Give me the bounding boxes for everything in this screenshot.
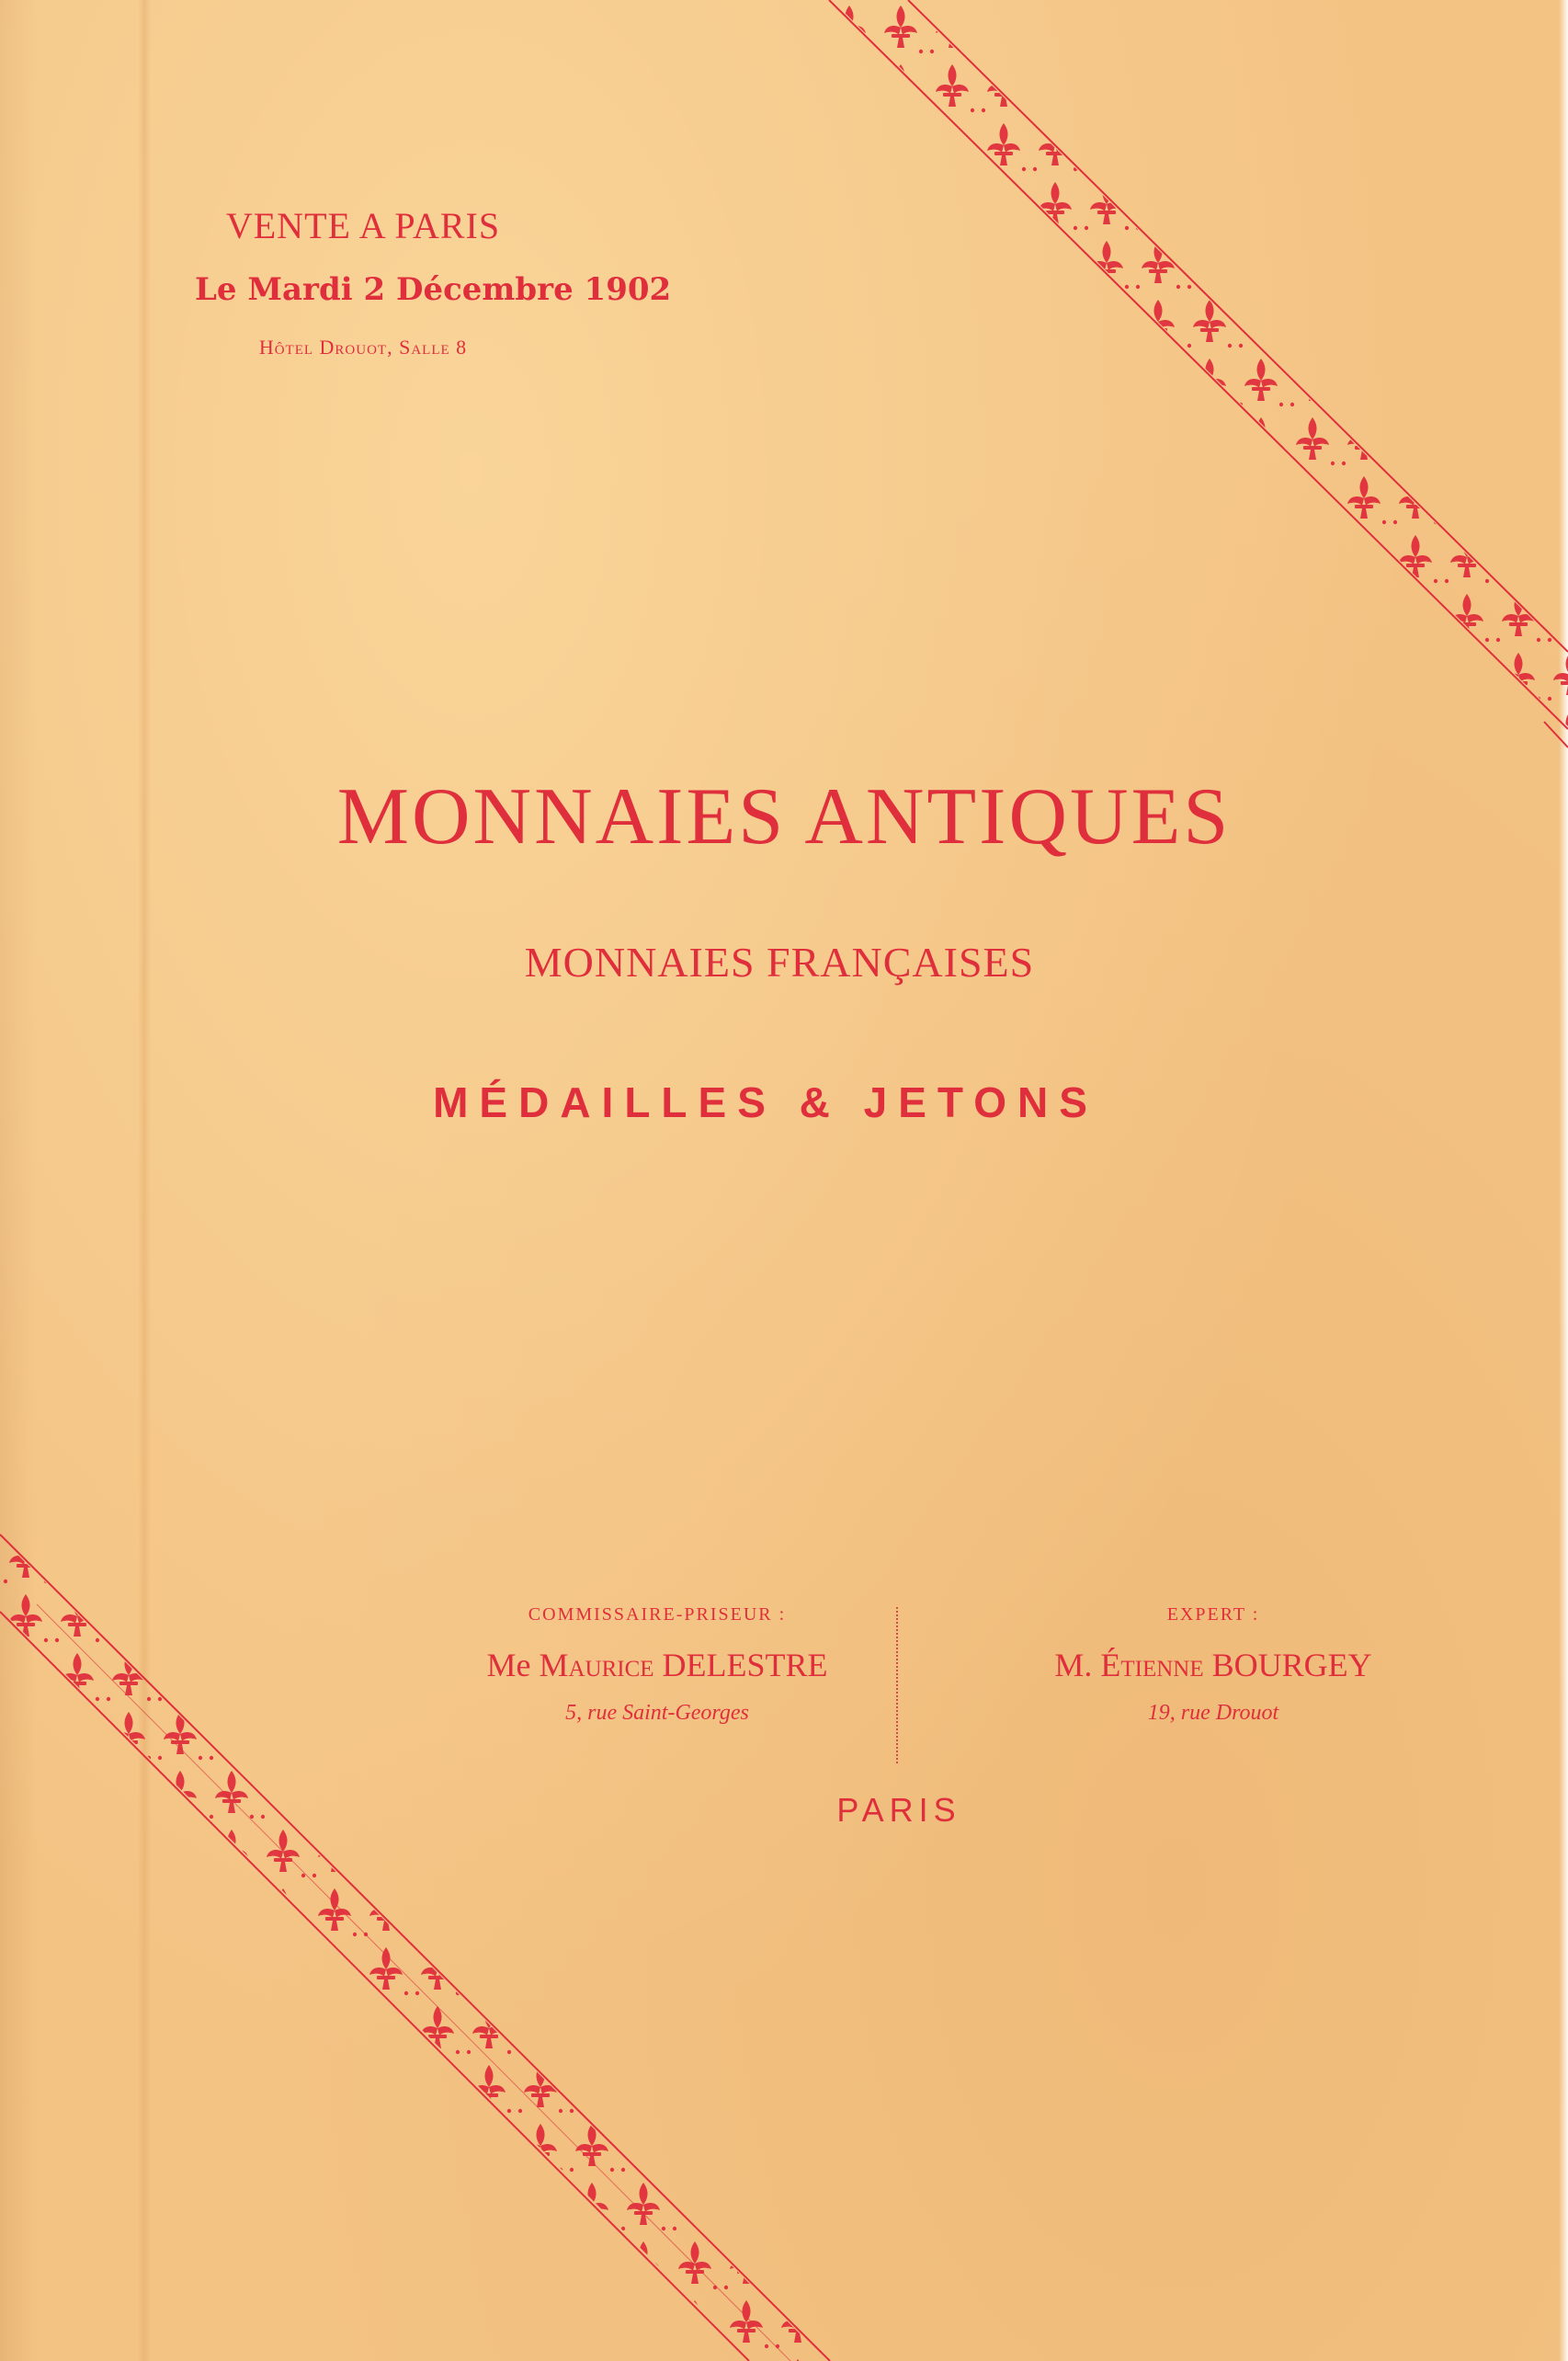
sale-header — [195, 204, 672, 359]
sale-title: VENTE A PARIS — [225, 205, 501, 246]
expert-address: 19, rue Drouot — [1147, 1701, 1279, 1725]
auctioneer-prefix: Me — [486, 1647, 531, 1683]
second-title: MONNAIES FRANÇAISES — [524, 939, 1035, 986]
auctioneer-name — [386, 1646, 928, 1684]
auctioneer-last-name: DELESTRE — [662, 1647, 828, 1683]
auctioneer-first-name: Maurice — [539, 1647, 654, 1683]
expert-last-name: BOURGEY — [1211, 1647, 1372, 1683]
auctioneer-block — [386, 1604, 928, 1726]
expert-name — [937, 1646, 1489, 1684]
expert-block — [937, 1604, 1489, 1726]
fleur-de-lis-band-icon — [829, 0, 1568, 747]
column-divider — [896, 1607, 898, 1763]
third-title: MÉDAILLES & JETONS — [433, 1078, 1098, 1126]
sale-date: Le Mardi 2 Décembre 1902 — [195, 271, 672, 308]
auctioneer-role: COMMISSAIRE-PRISEUR : — [528, 1604, 787, 1625]
expert-role: EXPERT : — [1166, 1604, 1260, 1625]
main-title: MONNAIES ANTIQUES — [336, 772, 1232, 861]
sale-place: Hôtel Drouot, Salle 8 — [258, 336, 468, 359]
expert-first-name: Étienne — [1100, 1647, 1204, 1683]
city: PARIS — [836, 1791, 961, 1829]
auctioneer-address: 5, rue Saint-Georges — [565, 1701, 749, 1725]
expert-prefix: M. — [1054, 1647, 1093, 1683]
